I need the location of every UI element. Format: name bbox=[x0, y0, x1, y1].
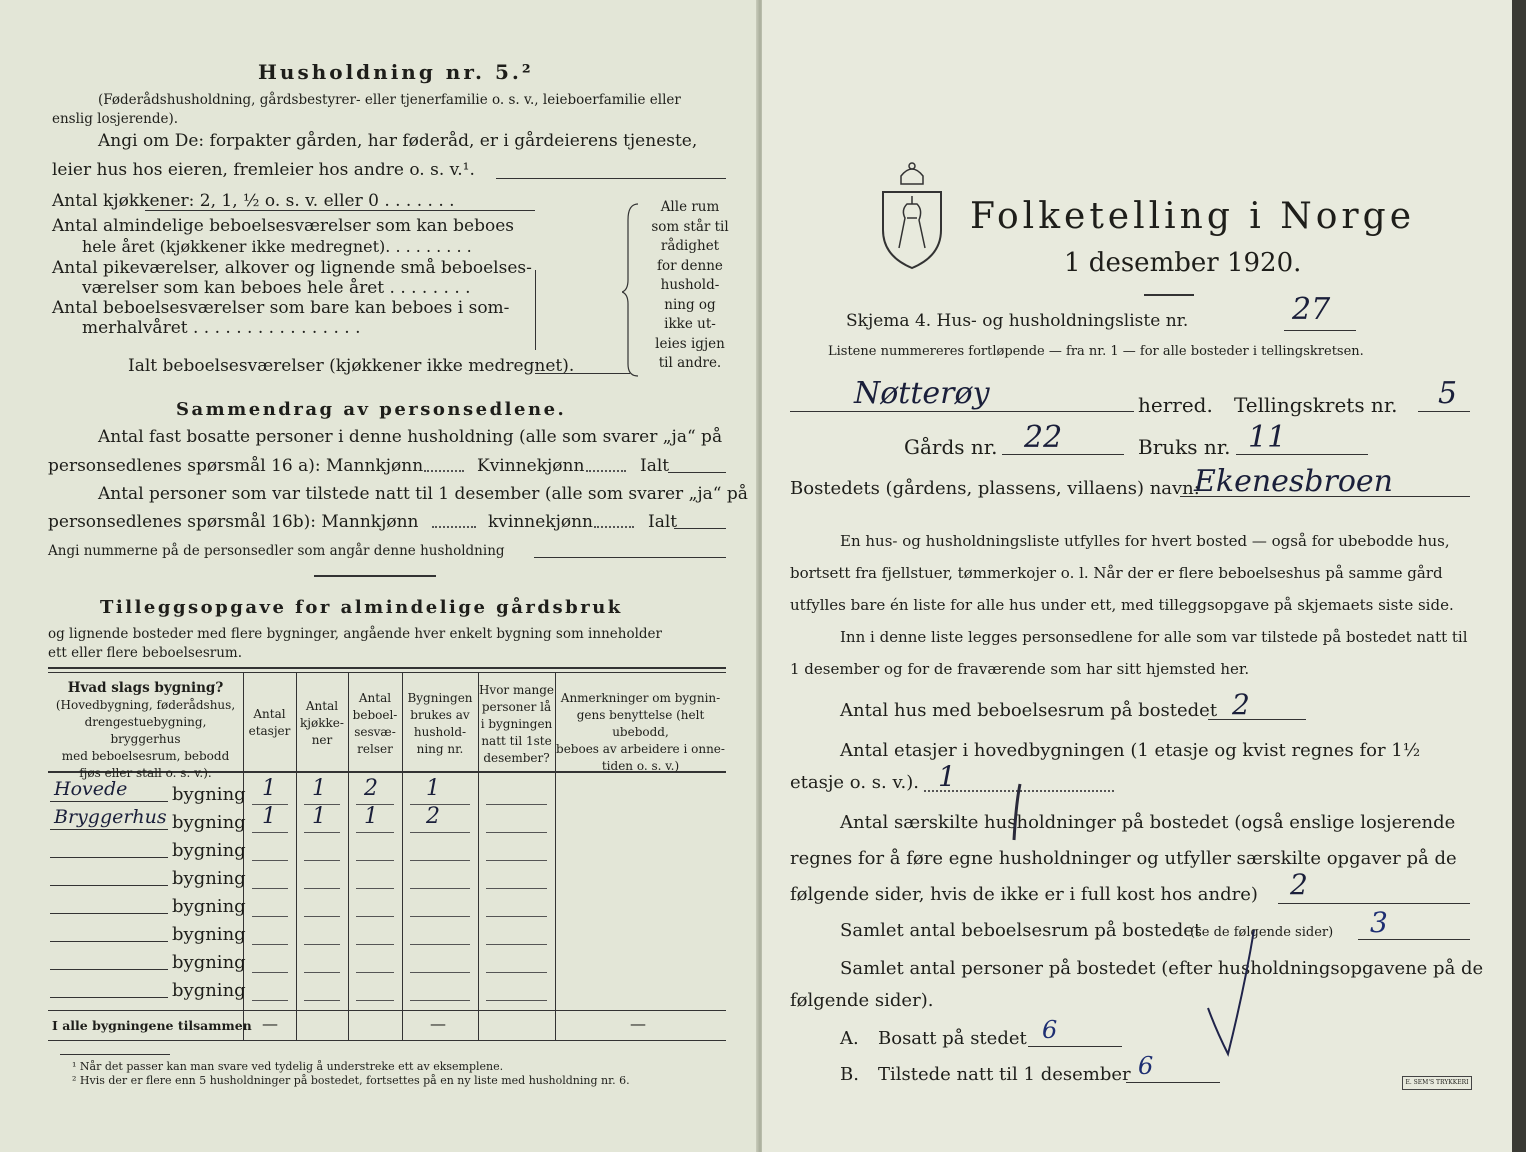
cell-kjokken: 1 bbox=[312, 804, 326, 829]
side-note-line: ning og bbox=[664, 296, 716, 313]
bruks-nr-label: Bruks nr. bbox=[1138, 435, 1231, 459]
building-name-line bbox=[50, 801, 168, 802]
supplement-line-1: og lignende bosteder med flere bygninger, angående hver enkelt bygning som inneholder bbox=[48, 626, 662, 642]
table-header-floors bbox=[243, 706, 296, 740]
male-present-line bbox=[432, 526, 476, 528]
side-note bbox=[648, 198, 732, 374]
question-summer-2: merhalvåret . . . . . . . . . . . . . . . . bbox=[82, 318, 361, 338]
question-houses: Antal hus med beboelsesrum på bostedet bbox=[840, 700, 1218, 721]
building-suffix: bygning bbox=[172, 952, 246, 973]
cell-underline bbox=[304, 944, 340, 945]
building-name-line bbox=[50, 969, 168, 970]
cell-underline bbox=[486, 916, 547, 917]
table-header-persons bbox=[478, 682, 555, 767]
cell-underline bbox=[486, 804, 547, 805]
question-total-rooms: Ialt beboelsesværelser (kjøkkener ikke medregnet). bbox=[128, 356, 575, 376]
total-rooms-line bbox=[1358, 939, 1470, 940]
section-divider bbox=[314, 575, 436, 577]
table-top-rule bbox=[48, 667, 726, 669]
census-date: 1 desember 1920. bbox=[1064, 248, 1302, 278]
building-name-line bbox=[50, 941, 168, 942]
total-household-dash: — bbox=[430, 1014, 446, 1033]
question-persons-2: følgende sider). bbox=[790, 990, 934, 1011]
schema-nr-value: 27 bbox=[1292, 292, 1331, 327]
header-line: i bygningen bbox=[480, 717, 553, 731]
coat-of-arms-icon bbox=[877, 158, 947, 270]
cell-underline bbox=[252, 832, 288, 833]
side-note-line: til andre. bbox=[658, 355, 722, 371]
district-value: 5 bbox=[1438, 376, 1458, 411]
question-floors-2: etasje o. s. v.). bbox=[790, 772, 919, 793]
building-suffix: bygning bbox=[172, 980, 246, 1001]
building-name: Bryggerhus bbox=[54, 806, 167, 828]
total-floors-dash: — bbox=[262, 1014, 278, 1033]
header-line: etasjer bbox=[248, 724, 291, 738]
header-line: hushold- bbox=[413, 725, 467, 739]
scan-edge bbox=[1512, 0, 1526, 1152]
kitchens-answer-line bbox=[145, 210, 535, 211]
farm-nr-line bbox=[1002, 454, 1124, 455]
building-name-line bbox=[50, 885, 168, 886]
cell-etasjer: 1 bbox=[262, 776, 276, 801]
cell-underline bbox=[304, 972, 340, 973]
question-rooms-1: Antal almindelige beboelsesværelser som kan beboes bbox=[52, 216, 514, 236]
answer-column-rule bbox=[535, 270, 536, 350]
resident-value: 6 bbox=[1042, 1016, 1058, 1044]
right-page bbox=[762, 0, 1526, 1152]
district-line bbox=[1418, 411, 1470, 412]
building-suffix: bygning bbox=[172, 896, 246, 917]
title-divider bbox=[1144, 294, 1194, 296]
households-value: 2 bbox=[1290, 868, 1308, 901]
cell-underline bbox=[356, 888, 394, 889]
summary-line-1: Antal fast bosatte personer i denne husholdning (alle som svarer „ja“ på bbox=[98, 427, 723, 447]
houses-value: 2 bbox=[1232, 688, 1250, 721]
table-total-label: I alle bygningene tilsammen bbox=[52, 1018, 252, 1033]
header-line: beboes av arbeidere i onne- bbox=[556, 742, 725, 756]
header-line: Hvad slags bygning? bbox=[67, 680, 224, 696]
herred-line bbox=[790, 411, 1134, 412]
question-households-1: Antal særskilte husholdninger på bostedet (også enslige losjerende bbox=[840, 812, 1456, 833]
summary-female-label: Kvinnekjønn bbox=[477, 456, 585, 476]
summary-total-present-label: Ialt bbox=[648, 512, 678, 532]
header-line: Antal bbox=[253, 707, 286, 721]
side-note-brace bbox=[622, 200, 642, 380]
header-line: Bygningen bbox=[407, 691, 473, 705]
total-rooms-answer-line bbox=[535, 373, 630, 374]
farm-nr-label: Gårds nr. bbox=[904, 435, 998, 459]
resident-label: Bosatt på stedet bbox=[878, 1028, 1027, 1049]
cell-underline bbox=[410, 860, 470, 861]
cell-etasjer: 1 bbox=[262, 804, 276, 829]
cell-underline bbox=[304, 1000, 340, 1001]
cell-underline bbox=[252, 944, 288, 945]
building-name-line bbox=[50, 857, 168, 858]
header-line: personer lå bbox=[481, 700, 552, 714]
header-line: drengestuebygning, bryggerhus bbox=[84, 715, 207, 746]
building-suffix: bygning bbox=[172, 868, 246, 889]
herred-label: herred. bbox=[1138, 393, 1213, 417]
cell-underline bbox=[410, 888, 470, 889]
cell-underline bbox=[410, 832, 470, 833]
header-line: desember? bbox=[483, 751, 550, 765]
table-header-remarks bbox=[555, 690, 726, 775]
present-line bbox=[1126, 1082, 1220, 1083]
total-rooms-value: 3 bbox=[1370, 906, 1388, 939]
households-line bbox=[1278, 903, 1470, 904]
total-remarks-dash: — bbox=[630, 1014, 646, 1033]
present-label: Tilstede natt til 1 desember bbox=[878, 1064, 1131, 1085]
summary-line-2b: personsedlenes spørsmål 16b): Mannkjønn bbox=[48, 512, 419, 532]
total-rooms-note: (se de følgende sider) bbox=[1190, 925, 1334, 940]
summary-total-label: Ialt bbox=[640, 456, 670, 476]
cell-underline bbox=[252, 972, 288, 973]
table-top-rule-inner bbox=[48, 672, 726, 673]
summary-female-present-label: kvinnekjønn bbox=[488, 512, 594, 532]
schema-label: Skjema 4. Hus- og husholdningsliste nr. bbox=[846, 311, 1189, 331]
header-line: Hvor mange bbox=[478, 683, 555, 697]
cell-underline bbox=[486, 888, 547, 889]
cell-underline bbox=[356, 1000, 394, 1001]
question-households-2: regnes for å føre egne husholdninger og utfyller særskilte opgaver på de bbox=[790, 848, 1457, 869]
angi-line-2: leier hus hos eieren, fremleier hos andre o. s. v.¹. bbox=[52, 160, 475, 180]
farm-nr-value: 22 bbox=[1024, 420, 1063, 455]
cell-underline bbox=[356, 916, 394, 917]
cell-kjokken: 1 bbox=[312, 776, 326, 801]
total-answer-line bbox=[668, 472, 726, 473]
female-answer-line bbox=[586, 470, 626, 472]
header-line: ning nr. bbox=[416, 742, 464, 756]
present-label-letter: B. bbox=[840, 1064, 859, 1085]
instructions-line-4: Inn i denne liste legges personsedlene for alle som var tilstede på bostedet natt til bbox=[840, 628, 1468, 646]
header-line: sesvæ- bbox=[354, 725, 396, 739]
cell-underline bbox=[410, 1000, 470, 1001]
place-name-label: Bostedets (gårdens, plassens, villaens) navn: bbox=[790, 478, 1200, 499]
resident-label-letter: A. bbox=[840, 1028, 859, 1049]
cell-vaerelser: 2 bbox=[364, 776, 378, 801]
summary-line-2: Antal personer som var tilstede natt til 1 desember (alle som svarer „ja“ på bbox=[98, 484, 748, 504]
header-line: tiden o. s. v.) bbox=[601, 759, 680, 773]
place-name-value: Ekenesbroen bbox=[1194, 464, 1393, 499]
male-answer-line bbox=[424, 470, 464, 472]
cell-underline bbox=[486, 832, 547, 833]
supplement-line-2: ett eller flere beboelsesrum. bbox=[48, 645, 243, 661]
intro-line-1: (Føderådshusholdning, gårdsbestyrer- eller tjenerfamilie o. s. v., leieboerfamilie eller bbox=[98, 92, 681, 108]
header-line: (Hovedbygning, føderådshus, bbox=[55, 698, 236, 712]
total-present-line bbox=[674, 528, 726, 529]
question-persons-1: Samlet antal personer på bostedet (efter husholdningsopgavene på de bbox=[840, 958, 1484, 979]
header-line: relser bbox=[357, 742, 393, 756]
building-suffix: bygning bbox=[172, 924, 246, 945]
building-suffix: bygning bbox=[172, 812, 246, 833]
check-mark-strokes bbox=[998, 780, 1278, 1080]
numbers-answer-line bbox=[534, 557, 726, 558]
side-note-line: leies igjen bbox=[655, 335, 725, 352]
houses-line bbox=[1208, 719, 1306, 720]
side-note-line: for denne bbox=[657, 257, 723, 274]
table-header-rooms bbox=[348, 690, 402, 758]
cell-underline bbox=[356, 972, 394, 973]
summary-title: Sammendrag av personsedlene. bbox=[176, 399, 567, 420]
cell-underline bbox=[486, 972, 547, 973]
header-line: Antal bbox=[305, 699, 339, 713]
cell-underline bbox=[252, 1000, 288, 1001]
cell-underline bbox=[252, 916, 288, 917]
side-note-line: ikke ut- bbox=[664, 316, 716, 332]
angi-answer-line bbox=[496, 178, 726, 179]
footnote-rule bbox=[60, 1054, 170, 1055]
question-households-3: følgende sider, hvis de ikke er i full kost hos andre) bbox=[790, 884, 1258, 905]
header-line: ner bbox=[311, 733, 333, 747]
building-suffix: bygning bbox=[172, 784, 246, 805]
header-line: med beboelsesrum, bebodd bbox=[61, 749, 230, 763]
cell-underline bbox=[252, 860, 288, 861]
floors-value: 1 bbox=[938, 760, 956, 793]
side-note-line: hushold- bbox=[660, 277, 720, 293]
cell-underline bbox=[356, 860, 394, 861]
building-name-line bbox=[50, 913, 168, 914]
cell-underline bbox=[252, 888, 288, 889]
cell-vaerelser: 1 bbox=[364, 804, 378, 829]
left-page bbox=[0, 0, 758, 1152]
header-line: Anmerkninger om bygnin- bbox=[560, 691, 721, 705]
herred-value: Nøtterøy bbox=[854, 376, 990, 411]
table-header-household bbox=[402, 690, 478, 758]
footnote-1: ¹ Når det passer kan man svare ved tydelig å understreke ett av eksemplene. bbox=[72, 1060, 504, 1073]
cell-underline bbox=[410, 944, 470, 945]
cell-underline bbox=[486, 860, 547, 861]
cell-underline bbox=[304, 888, 340, 889]
question-rooms-2: hele året (kjøkkener ikke medregnet). . . . . . . . . bbox=[82, 237, 472, 256]
instructions-line-5: 1 desember og for de fraværende som har sitt hjemsted her. bbox=[790, 660, 1250, 678]
instructions-line-3: utfylles bare én liste for alle hus under ett, med tilleggsopgave på skjemaets siste side. bbox=[790, 596, 1454, 614]
table-total-rule bbox=[48, 1010, 726, 1011]
cell-underline bbox=[304, 860, 340, 861]
question-summer-1: Antal beboelsesværelser som bare kan beboes i som- bbox=[52, 298, 510, 318]
question-floors-1: Antal etasjer i hovedbygningen (1 etasje og kvist regnes for 1½ bbox=[840, 740, 1421, 761]
cell-underline bbox=[410, 804, 470, 805]
cell-underline bbox=[304, 832, 340, 833]
household-title: Husholdning nr. 5.² bbox=[258, 60, 534, 84]
bruks-nr-value: 11 bbox=[1248, 420, 1287, 455]
side-note-line: Alle rum bbox=[660, 199, 720, 215]
side-note-line: rådighet bbox=[660, 238, 720, 254]
footnote-2: ² Hvis der er flere enn 5 husholdninger på bostedet, fortsettes på en ny liste med husholdning nr. 6. bbox=[72, 1074, 630, 1087]
angi-line-1: Angi om De: forpakter gården, har føderåd, er i gårdeierens tjeneste, bbox=[98, 131, 698, 151]
cell-husholdning: 1 bbox=[426, 776, 440, 801]
summary-line-1b: personsedlenes spørsmål 16 a): Mannkjønn bbox=[48, 456, 424, 476]
header-line: fjøs eller stall o. s. v.). bbox=[79, 766, 212, 780]
cell-underline bbox=[486, 1000, 547, 1001]
building-name-line bbox=[50, 997, 168, 998]
building-name: Hovede bbox=[54, 778, 128, 800]
schema-nr-line bbox=[1284, 330, 1356, 331]
side-note-line: som står til bbox=[651, 218, 729, 235]
header-line: gens benyttelse (helt ubebodd, bbox=[576, 708, 705, 739]
question-maid-1: Antal pikeværelser, alkover og lignende små beboelses- bbox=[52, 258, 532, 278]
summary-line-3: Angi nummerne på de personsedler som angår denne husholdning bbox=[48, 543, 505, 559]
question-maid-2: værelser som kan beboes hele året . . . . . . . . bbox=[82, 278, 471, 298]
printer-stamp: E. SEM'S TRYKKERI bbox=[1402, 1076, 1472, 1090]
table-bottom-rule bbox=[48, 1040, 726, 1041]
district-label: Tellingskrets nr. bbox=[1234, 393, 1398, 417]
header-line: brukes av bbox=[410, 708, 470, 722]
building-name-line bbox=[50, 829, 168, 830]
header-line: kjøkke- bbox=[300, 716, 344, 730]
cell-underline bbox=[410, 916, 470, 917]
question-kitchens: Antal kjøkkener: 2, 1, ½ o. s. v. eller 0 . . . . . . . bbox=[52, 191, 455, 211]
header-line: natt til 1ste bbox=[481, 734, 552, 748]
question-total-rooms: Samlet antal beboelsesrum på bostedet bbox=[840, 920, 1202, 941]
header-line: beboel- bbox=[352, 708, 398, 722]
numbering-note: Listene nummereres fortløpende — fra nr. 1 — for alle bosteder i tellingskretsen. bbox=[828, 344, 1364, 359]
main-title: Folketelling i Norge bbox=[970, 196, 1415, 237]
instructions-line-2: bortsett fra fjellstuer, tømmerkojer o. l. Når der er flere beboelseshus på samme gård bbox=[790, 564, 1443, 582]
instructions-line-1: En hus- og husholdningsliste utfylles for hvert bosted — også for ubebodde hus, bbox=[840, 532, 1450, 550]
table-header-kitchens bbox=[296, 698, 348, 749]
cell-underline bbox=[356, 944, 394, 945]
female-present-line bbox=[594, 526, 634, 528]
building-suffix: bygning bbox=[172, 840, 246, 861]
cell-husholdning: 2 bbox=[426, 804, 440, 829]
cell-underline bbox=[304, 916, 340, 917]
cell-underline bbox=[356, 832, 394, 833]
present-value: 6 bbox=[1138, 1052, 1154, 1080]
supplement-title: Tilleggsopgave for almindelige gårdsbruk bbox=[100, 597, 623, 618]
intro-line-2: enslig losjerende). bbox=[52, 111, 179, 127]
table-header-building bbox=[48, 680, 243, 782]
header-line: Antal bbox=[358, 691, 392, 705]
cell-underline bbox=[486, 944, 547, 945]
cell-underline bbox=[410, 972, 470, 973]
